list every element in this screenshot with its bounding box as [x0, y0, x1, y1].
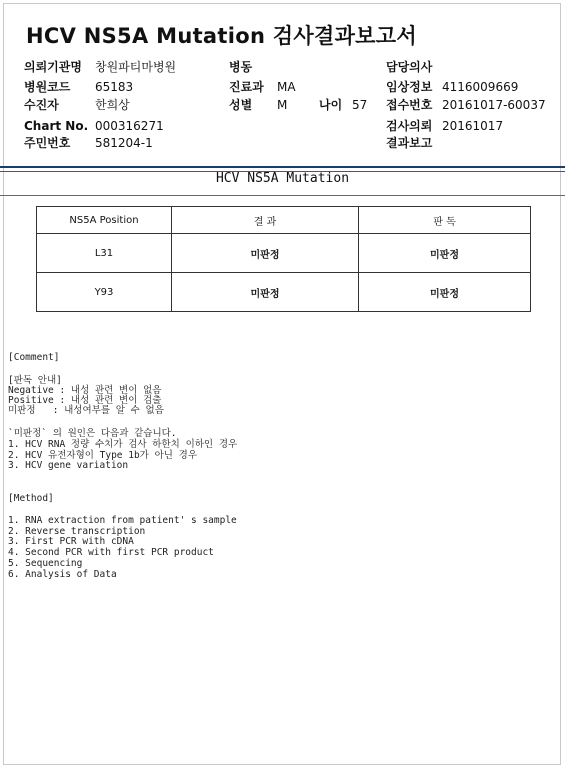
patient-value: 한희상 [95, 98, 130, 112]
comment-heading: [Comment] [8, 352, 60, 363]
position-cell: Y93 [37, 273, 172, 312]
position-cell: L31 [37, 234, 172, 273]
method-line: 6. Analysis of Data [8, 569, 117, 580]
resident-no-label: 주민번호 [24, 136, 71, 150]
table-row [37, 273, 531, 312]
receipt-no-label: 접수번호 [386, 98, 433, 112]
method-line: 2. Reverse transcription [8, 526, 146, 537]
method-line: 4. Second PCR with first PCR product [8, 547, 214, 558]
department-label: 진료과 [229, 80, 264, 94]
cause-line: 2. HCV 유전자형이 Type 1b가 아닌 경우 [8, 450, 198, 461]
section-title: HCV NS5A Mutation [215, 171, 350, 186]
clinical-info-label: 임상정보 [386, 80, 433, 94]
request-date-label: 검사의뢰 [386, 119, 433, 133]
doctor-label: 담당의사 [386, 60, 433, 74]
chart-no-value: 000316271 [95, 119, 164, 133]
hospital-code-label: 병원코드 [24, 80, 71, 94]
method-line: 1. RNA extraction from patient' s sample [8, 515, 237, 526]
request-date-value: 20161017 [442, 119, 504, 133]
column-header-result: 결 과 [172, 207, 359, 234]
results-table [36, 206, 531, 312]
resident-no-value: 581204-1 [95, 136, 153, 150]
chart-no-label: Chart No. [24, 119, 89, 133]
header-divider [0, 166, 565, 168]
institution-label: 의뢰기관명 [24, 60, 82, 74]
hospital-code-value: 65183 [95, 80, 134, 94]
guide-line: Positive : 내성 관련 변이 검출 [8, 395, 162, 406]
department-value: MA [277, 80, 296, 94]
result-report-label: 결과보고 [386, 136, 433, 150]
sex-value: M [277, 98, 288, 112]
cause-heading: `미판정` 의 원인은 다음과 같습니다. [8, 428, 177, 439]
clinical-info-value: 4116009669 [442, 80, 519, 94]
ward-label: 병동 [229, 60, 253, 74]
cause-line: 3. HCV gene variation [8, 460, 129, 471]
judgement-cell: 미판정 [359, 273, 531, 312]
judgement-cell: 미판정 [359, 234, 531, 273]
patient-label: 수진자 [24, 98, 59, 112]
result-cell: 미판정 [172, 273, 359, 312]
result-cell: 미판정 [172, 234, 359, 273]
method-heading: [Method] [8, 493, 54, 504]
age-label: 나이 [319, 98, 343, 112]
institution-value: 창원파티마병원 [95, 60, 177, 74]
table-row [37, 234, 531, 273]
report-title: HCV NS5A Mutation 검사결과보고서 [26, 24, 417, 48]
receipt-no-value: 20161017-60037 [442, 98, 546, 112]
method-line: 3. First PCR with cDNA [8, 536, 134, 547]
method-line: 5. Sequencing [8, 558, 83, 569]
age-value: 57 [352, 98, 368, 112]
column-header-position: NS5A Position [37, 207, 172, 234]
cause-line: 1. HCV RNA 정량 수치가 검사 하한치 이하인 경우 [8, 439, 238, 450]
section-divider [0, 195, 565, 196]
table-header-row [37, 207, 531, 234]
column-header-judgement: 판 독 [359, 207, 531, 234]
guide-heading: [판독 안내] [8, 375, 62, 386]
guide-line: 미판정 : 내성여부를 알 수 없음 [8, 405, 164, 416]
sex-label: 성별 [229, 98, 253, 112]
guide-line: Negative : 내성 관련 변이 없음 [8, 385, 162, 396]
